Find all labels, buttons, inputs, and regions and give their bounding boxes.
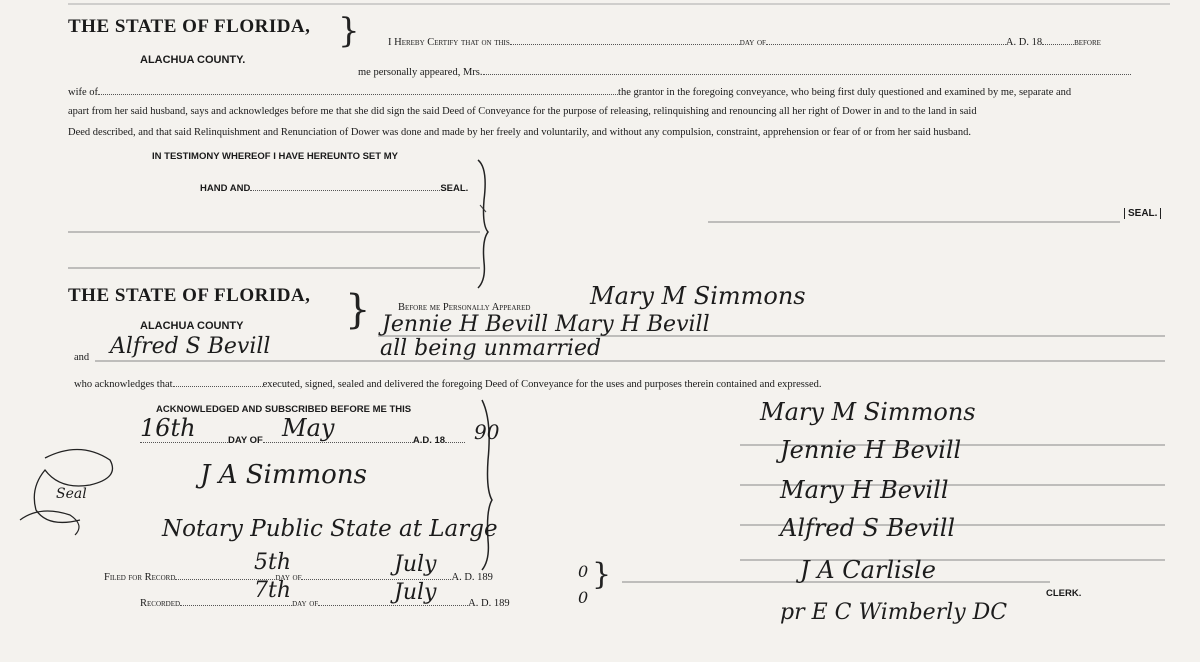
bottom-state-heading: THE STATE OF FLORIDA, — [68, 285, 311, 306]
seal-mark: Seal — [56, 486, 87, 502]
names-line: Jennie H Bevill Mary H Bevill — [382, 312, 710, 337]
top-brace: } — [338, 11, 360, 51]
ack-month: May — [282, 414, 335, 442]
rec-year: 0 — [578, 588, 589, 607]
top-state-heading: THE STATE OF FLORIDA, — [68, 16, 311, 37]
clerk-signature: J A Carlisle — [800, 556, 936, 584]
before-me-label: Before me Personally Appeared — [398, 302, 531, 313]
ack-year: 90 — [474, 420, 500, 444]
filed-day: 5th — [254, 550, 292, 575]
appeared-name: Mary M Simmons — [590, 282, 806, 310]
signature-4: Alfred S Bevill — [780, 514, 956, 542]
dower-line-3: Deed described, and that said Relinquishment and Renunciation of Dower was done and made by her freely and voluntarily, and without any compulsion, constraint, apprehension or fear of or from her said husband. — [68, 127, 971, 138]
bottom-county: ALACHUA COUNTY — [140, 320, 244, 332]
signature-1: Mary M Simmons — [760, 398, 976, 426]
filed-year: 0 — [578, 562, 589, 581]
certify-text: I Hereby Certify that on this day of A. D. 18 before — [388, 34, 1101, 48]
bottom-brace: } — [345, 287, 371, 333]
signature-2: Jennie H Bevill — [780, 436, 962, 464]
top-county: ALACHUA COUNTY. — [140, 54, 246, 66]
wife-of-line: wife of the grantor in the foregoing conveyance, who being first duly questioned and examined by me, separate and — [68, 84, 1071, 98]
notary-signature: J A Simmons — [200, 460, 367, 490]
and-name: Alfred S Bevill — [110, 334, 271, 359]
who-ack-line: who acknowledges that executed, signed, sealed and delivered the foregoing Deed of Conveyance for the uses and purposes therein contained and expressed. — [74, 376, 821, 390]
rec-month: July — [394, 580, 437, 605]
seal-box: SEAL. — [1124, 208, 1161, 219]
signature-3: Mary H Bevill — [780, 476, 949, 504]
filed-line: Filed for Record day of A. D. 189 — [104, 569, 493, 583]
acknowledged-heading: ACKNOWLEDGED AND SUBSCRIBED BEFORE ME THIS — [156, 404, 412, 415]
clerk-label: CLERK. — [1046, 588, 1082, 599]
rec-day: 7th — [254, 578, 292, 603]
and-label: and — [74, 352, 90, 363]
ack-day: 16th — [140, 414, 196, 442]
recorded-line: Recorded day of A. D. 189 — [140, 595, 510, 609]
filed-brace: } — [592, 557, 612, 592]
unmarried-note: all being unmarried — [380, 336, 602, 361]
hand-and-seal: HAND AND SEAL. — [200, 180, 468, 194]
dower-line-2: apart from her said husband, says and acknowledges before me that she did sign the said Deed of Conveyance for the purpose of releasing, relinquishing and renouncing all her right of Dower in and to the land in said — [68, 106, 977, 117]
filed-month: July — [394, 552, 437, 577]
appeared-line: me personally appeared, Mrs. — [358, 64, 1131, 78]
deputy-signature: pr E C Wimberly DC — [780, 600, 1008, 625]
ack-date-line: DAY OF A.D. 18 — [140, 432, 465, 446]
notary-title: Notary Public State at Large — [162, 516, 498, 542]
testimony-heading: IN TESTIMONY WHEREOF I HAVE HEREUNTO SET MY — [152, 151, 398, 162]
